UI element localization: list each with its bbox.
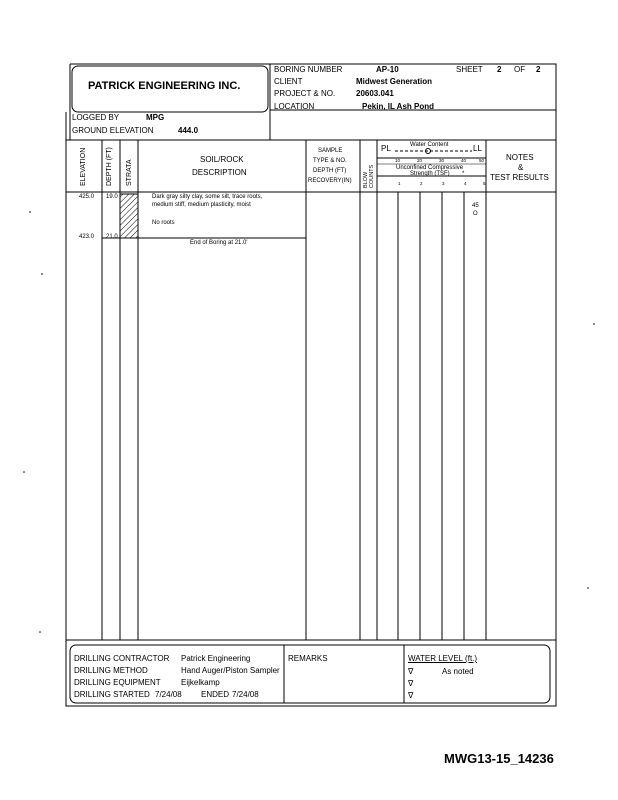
wc-tick: 10 — [395, 158, 401, 163]
boring-number: AP-10 — [376, 65, 399, 74]
col-water-content: Water Content — [410, 142, 449, 148]
ground-elevation-label: GROUND ELEVATION — [72, 126, 154, 135]
remarks-label: REMARKS — [288, 654, 328, 663]
logged-by-value: MPG — [146, 113, 165, 122]
water-level-icon: ∇ — [408, 679, 414, 688]
water-level-label: WATER LEVEL (ft.) — [408, 654, 478, 663]
logged-by-label: LOGGED BY — [72, 113, 120, 122]
equipment-value: Eijkelkamp — [181, 678, 220, 687]
document-id: MWG13-15_14236 — [444, 751, 554, 766]
wc-tick: 50 — [479, 158, 485, 163]
col-sample-3: DEPTH (FT) — [313, 168, 347, 174]
col-pl: PL — [381, 144, 391, 153]
ucs-tick: 5 — [483, 181, 486, 186]
ended-value: 7/24/08 — [232, 690, 259, 699]
method-value: Hand Auger/Piston Sampler — [181, 666, 280, 675]
col-notes-2: & — [518, 163, 524, 172]
depth-value: 21.0 — [106, 234, 118, 240]
sheet-of: OF — [514, 65, 526, 74]
description-line: No roots — [152, 220, 175, 226]
end-of-boring: End of Boring at 21.0' — [190, 240, 248, 246]
col-blow: BLOW — [363, 171, 369, 188]
col-ucs-2: Strength (TSF) — [410, 171, 450, 177]
elevation-value: 423.0 — [79, 234, 95, 240]
wc-tick: 30 — [439, 158, 445, 163]
boring-number-label: BORING NUMBER — [274, 65, 343, 74]
elevation-value: 425.0 — [79, 194, 95, 200]
col-counts: COUNTS — [369, 164, 375, 188]
col-sample-2: TYPE & NO. — [313, 158, 347, 164]
method-label: DRILLING METHOD — [74, 666, 148, 675]
ended-label: ENDED — [201, 690, 230, 699]
project-label: PROJECT & NO. — [274, 89, 336, 98]
col-ll: LL — [473, 144, 482, 153]
ground-elevation-value: 444.0 — [178, 126, 199, 135]
col-strata: STRATA — [126, 159, 133, 186]
client-label: CLIENT — [274, 77, 303, 86]
note-value: 45 — [472, 203, 479, 209]
col-sample-4: RECOVERY(IN) — [308, 178, 352, 184]
col-notes-1: NOTES — [506, 153, 534, 162]
col-sample-1: SAMPLE — [318, 148, 343, 154]
water-level-icon: ∇ — [408, 691, 414, 700]
wc-tick: 20 — [417, 158, 423, 163]
ucs-tick: 2 — [420, 181, 423, 186]
company-name: PATRICK ENGINEERING INC. — [88, 80, 241, 92]
col-depth: DEPTH (FT) — [106, 147, 113, 186]
wc-tick: 40 — [461, 158, 467, 163]
col-ucs-mark: * — [462, 171, 465, 177]
started-value: 7/24/08 — [155, 690, 182, 699]
equipment-label: DRILLING EQUIPMENT — [74, 678, 161, 687]
client-value: Midwest Generation — [356, 77, 433, 86]
sheet-number: 2 — [497, 65, 502, 74]
water-level-icon: ∇ — [408, 667, 414, 676]
ucs-tick: 1 — [398, 181, 401, 186]
water-level-note: As noted — [442, 667, 474, 676]
project-number: 20603.041 — [356, 89, 394, 98]
col-description-1: SOIL/ROCK — [200, 155, 244, 164]
contractor-value: Patrick Engineering — [181, 654, 251, 663]
description-line: Dark gray silty clay, some silt, trace roots, — [152, 194, 263, 200]
note-symbol: O — [473, 211, 478, 217]
col-description-2: DESCRIPTION — [192, 168, 247, 177]
contractor-label: DRILLING CONTRACTOR — [74, 654, 170, 663]
started-label: DRILLING STARTED — [74, 690, 150, 699]
sheet-label: SHEET — [456, 65, 483, 74]
depth-value: 19.0 — [106, 194, 118, 200]
col-elevation: ELEVATION — [80, 147, 87, 186]
ucs-tick: 3 — [442, 181, 445, 186]
ucs-tick: 4 — [464, 181, 467, 186]
location-label: LOCATION — [274, 102, 315, 111]
col-ucs-1: Unconfined Compressive — [396, 165, 464, 171]
location-value: Pekin, IL Ash Pond — [362, 102, 435, 111]
strata-hatch — [120, 194, 138, 238]
description-line: medium stiff, medium plasticity, moist — [152, 202, 251, 208]
sheet-total: 2 — [536, 65, 541, 74]
col-notes-3: TEST RESULTS — [490, 173, 549, 182]
